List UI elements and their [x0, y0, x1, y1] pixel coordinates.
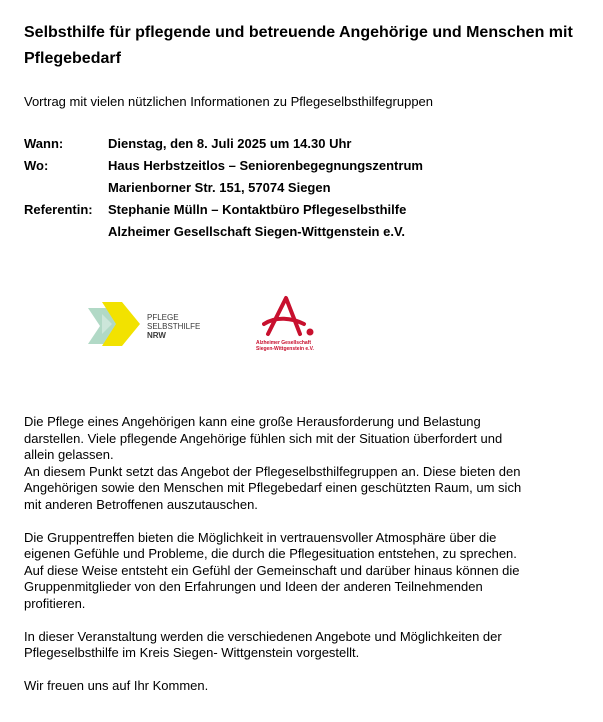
paragraph-2-line: Auf diese Weise entsteht ein Gefühl der Gemeinschaft und darüber hinaus können die — [24, 562, 520, 578]
pflege-logo-text — [147, 313, 200, 340]
pflege-logo-line-3: NRW — [147, 331, 166, 340]
paragraph-3-line: In dieser Veranstaltung werden die verschiedenen Angebote und Möglichkeiten der — [24, 628, 502, 644]
alzheimer-a-icon — [262, 294, 318, 338]
paragraph-1-line: mit anderen Betroffenen auszutauschen. — [24, 496, 258, 512]
detail-row-where — [24, 155, 423, 177]
paragraph-1-line: Angehörigen sowie den Menschen mit Pflegebedarf einen geschützten Raum, um sich — [24, 480, 522, 495]
detail-row-speaker-2 — [24, 221, 423, 243]
paragraph-2-line: Gruppenmitglieder von den Erfahrungen und Ideen der anderen Teilnehmenden — [24, 579, 483, 594]
paragraph-1 — [24, 414, 580, 513]
paragraph-1-line: An diesem Punkt setzt das Angebot der Pflegeselbsthilfegruppen an. Diese bieten den — [24, 463, 521, 479]
alzheimer-logo-line-2: Siegen-Wittgenstein e.V. — [256, 346, 314, 352]
alzheimer-logo-line-1: Alzheimer Gesellschaft — [256, 340, 312, 346]
paragraph-2 — [24, 530, 580, 613]
paragraph-2-line: eigenen Gefühle und Probleme, die durch die Pflegesituation entstehen, zu sprechen. — [24, 546, 517, 561]
paragraph-3 — [24, 629, 580, 662]
detail-row-speaker — [24, 199, 423, 221]
event-details — [24, 133, 423, 243]
speaker-label: Referentin: — [24, 202, 93, 217]
paragraph-2-line: Die Gruppentreffen bieten die Möglichkeit in vertrauensvoller Atmosphäre über die — [24, 529, 497, 545]
speaker-value-line-2: Alzheimer Gesellschaft Siegen-Wittgenstein e.V. — [108, 224, 406, 239]
when-value: Dienstag, den 8. Juli 2025 um 14.30 Uhr — [108, 136, 352, 151]
logo-strip — [86, 294, 346, 364]
where-value-line-2: Marienborner Str. 151, 57074 Siegen — [108, 180, 331, 195]
pflege-selbsthilfe-nrw-logo — [86, 300, 216, 352]
paragraph-1-line: allein gelassen. — [24, 447, 114, 462]
alzheimer-logo-text — [256, 340, 314, 352]
paragraph-2-line: profitieren. — [24, 595, 86, 611]
body-text — [24, 414, 580, 695]
paragraph-1-line: Die Pflege eines Angehörigen kann eine große Herausforderung und Belastung — [24, 414, 481, 429]
pflege-logo-line-1: PFLEGE — [147, 313, 179, 322]
when-label: Wann: — [24, 136, 64, 151]
paragraph-1-line: darstellen. Viele pflegende Angehörige fühlen sich mit der Situation überfordert und — [24, 430, 503, 446]
paragraph-3-line: Pflegeselbsthilfe im Kreis Siegen- Wittgenstein vorgestellt. — [24, 645, 360, 660]
pflege-logo-line-2: SELBSTHILFE — [147, 322, 201, 331]
detail-row-when — [24, 133, 423, 155]
speaker-value-line-1: Stephanie Mülln – Kontaktbüro Pflegeselbsthilfe — [108, 202, 407, 217]
document-title: Selbsthilfe für pflegende und betreuende Angehörige und Menschen mit Pflegebedarf — [24, 24, 573, 67]
where-label: Wo: — [24, 158, 49, 173]
closing-line: Wir freuen uns auf Ihr Kommen. — [24, 678, 209, 693]
pflege-heart-icon — [86, 300, 144, 352]
where-value-line-1: Haus Herbstzeitlos – Seniorenbegegnungszentrum — [108, 158, 423, 173]
document-subtitle: Vortrag mit vielen nützlichen Informationen zu Pflegeselbsthilfegruppen — [24, 94, 434, 109]
alzheimer-gesellschaft-logo — [256, 294, 336, 364]
detail-row-where-2 — [24, 177, 423, 199]
